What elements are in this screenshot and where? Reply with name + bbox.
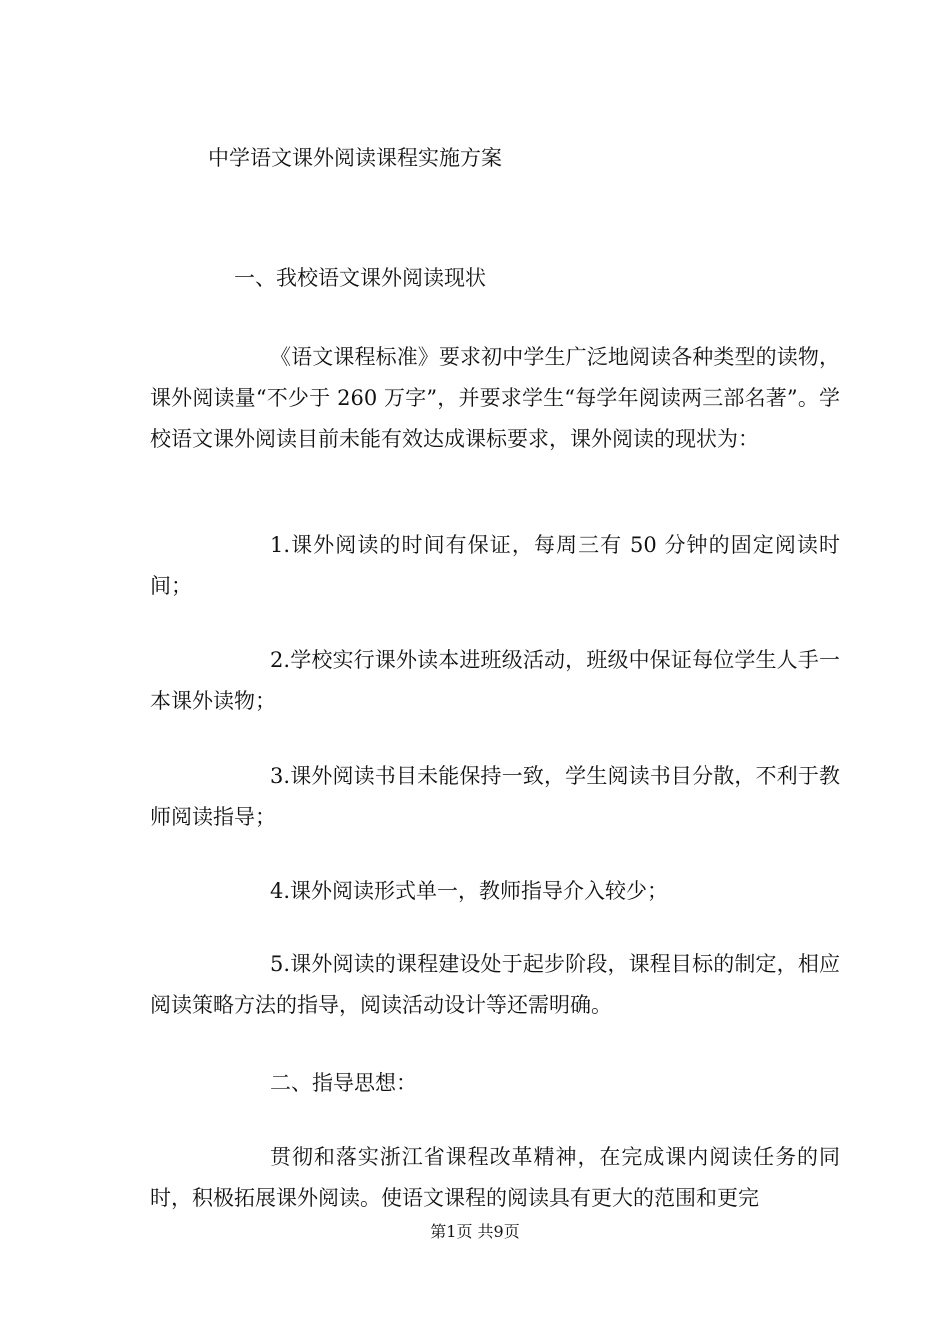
- section-heading-1: 一、我校语文课外阅读现状: [234, 266, 486, 290]
- list-item-3: 3.课外阅读书目未能保持一致，学生阅读书目分散，不利于教师阅读指导；: [150, 764, 840, 829]
- section-heading-2: 二、指导思想：: [270, 1071, 417, 1095]
- page-indicator: 第1页 共9页: [430, 1222, 520, 1241]
- paragraph-guide: 贯彻和落实浙江省课程改革精神，在完成课内阅读任务的同时，积极拓展课外阅读。使语文课程的阅读具有更大的范围和更完: [150, 1145, 840, 1210]
- document-title: 中学语文课外阅读课程实施方案: [208, 146, 502, 170]
- list-item-2: 2.学校实行课外读本进班级活动，班级中保证每位学生人手一本课外读物；: [150, 648, 840, 713]
- list-item-1: 1.课外阅读的时间有保证，每周三有 50 分钟的固定阅读时间；: [150, 533, 840, 598]
- list-item-4: 4.课外阅读形式单一，教师指导介入较少；: [270, 879, 669, 903]
- list-item-5: 5.课外阅读的课程建设处于起步阶段，课程目标的制定，相应阅读策略方法的指导，阅读活动设计等还需明确。: [150, 952, 840, 1017]
- paragraph-intro: 《语文课程标准》要求初中学生广泛地阅读各种类型的读物，课外阅读量“不少于 260 万字”，并要求学生“每学年阅读两三部名著”。学校语文课外阅读目前未能有效达成课标要求，课外阅读的现状为：: [150, 345, 840, 451]
